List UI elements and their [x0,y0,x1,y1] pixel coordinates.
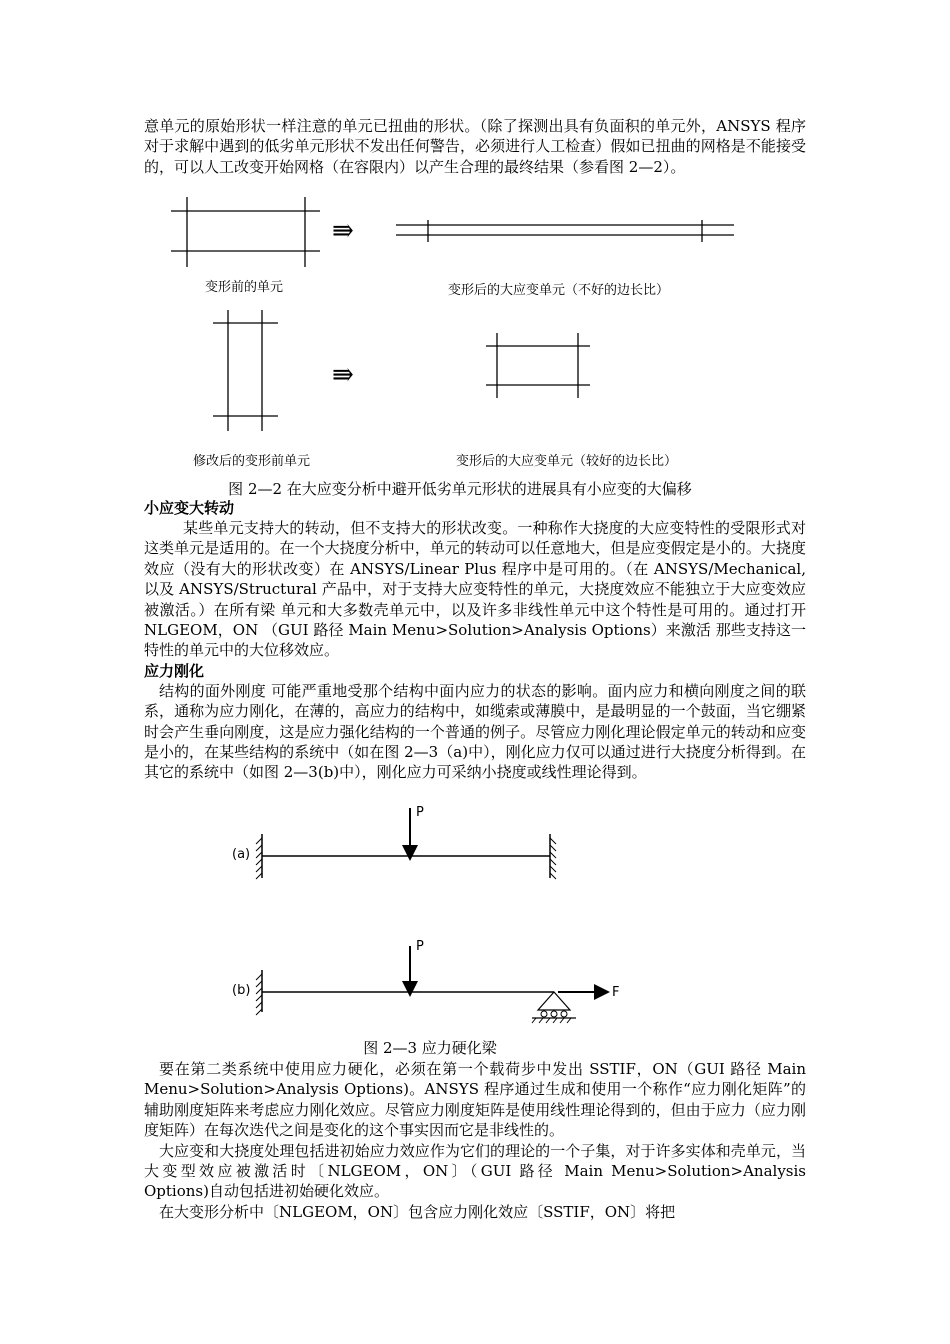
transform-arrow-bottom: ⇛ [332,360,354,390]
closing-block [144,1059,806,1222]
roller-wheel-2 [551,1011,557,1017]
roller-wheel-3 [561,1011,567,1017]
label-deformed-good: 变形后的大应变单元（较好的边长比） [456,454,678,469]
figure-2-3-drawing [220,798,640,1038]
label-a: (a) [232,847,251,862]
figure-2-3 [220,798,640,1062]
heading-small-strain: 小应变大转动 [144,499,235,517]
roller-ground-hatch [532,1018,571,1023]
beam-b [256,946,602,1023]
intro-block [144,116,806,177]
hatch-right-a [550,838,556,879]
last-paragraph: 在大变形分析中〔NLGEOM，ON〕包含应力刚化效应〔SSTIF，ON〕将把 [159,1202,676,1221]
roller-support [538,992,570,1010]
beam-a [256,808,556,879]
figure-2-2-caption: 图 2—2 在大应变分析中避开低劣单元形状的进展具有小应变的大偏移 [228,480,692,498]
stress-stiffening-paragraph: 结构的面外刚度 可能严重地受那个结构中面内应力的状态的影响。面内应力和横向刚度之间的联系，通称为应力刚化，在薄的，高应力的结构中，如缆索或薄膜中，是最明显的一个鼓面，当它绷紧时会产生垂向刚度，这是应力强化结构的一个普通的例子。尽管应力刚化理论假定单元的转动和应变是小的，在某些结构的系统中（如在图 2—3（a)中），刚化应力仅可以通过进行大挠度分析得到。在其它的系统中（如图 2—3(b)中），刚化应力可采纳小挠度或线性理论得到。 [144,681,806,782]
load-p-b: P [416,939,424,954]
large-strain-paragraph: 大应变和大挠度处理包括进初始应力效应作为它们的理论的一个子集，对于许多实体和壳单元，当大变型效应被激活时〔NLGEOM，ON〕（GUI 路径 Main Menu>Solution>Analysis Options)自动包括进初始硬化效应。 [144,1141,806,1201]
load-f: F [612,985,620,1000]
figure-2-2 [160,193,760,499]
section-small-strain [144,498,806,783]
roller-wheel-1 [541,1011,547,1017]
label-deformed-bad: 变形后的大应变单元（不好的边长比） [448,283,670,298]
undeformed-element-square [171,197,320,267]
hatch-left-a [256,838,262,879]
label-modified: 修改后的变形前单元 [193,454,311,469]
transform-arrow-top: ⇛ [332,216,354,246]
modified-element-tall [213,310,278,431]
label-b: (b) [232,983,251,998]
deformed-element-thin [396,220,734,242]
sstif-paragraph: 要在第二类系统中使用应力硬化，必须在第一个载荷步中发出 SSTIF，ON（GUI 路径 Main Menu>Solution>Analysis Options)。ANSYS 程序通过生成和使用一个称作“应力刚化矩阵”的辅助刚度矩阵来考虑应力刚化效应。尽管应力刚度矩阵是使用线性理论得到的，但由于应力（应力刚度矩阵）在每次迭代之间是变化的这个事实因而它是非线性的。 [144,1060,806,1140]
heading-stress-stiffening: 应力刚化 [144,661,205,680]
figure-2-3-caption: 图 2—3 应力硬化梁 [363,1039,497,1057]
label-undeformed: 变形前的单元 [205,280,284,295]
hatch-left-b [256,974,262,1015]
load-p-a: P [416,805,424,820]
intro-paragraph: 意单元的原始形状一样注意的单元已扭曲的形状。（除了探测出具有负面积的单元外，ANSYS 程序对于求解中遇到的低劣单元形状不发出任何警告，必须进行人工检查）假如已扭曲的网格是不能接受的，可以人工改变开始网格（在容限内）以产生合理的最终结果（参看图 2—2）。 [144,117,806,176]
small-strain-paragraph: 某些单元支持大的转动，但不支持大的形状改变。一种称作大挠度的大应变特性的受限形式对这类单元是适用的。在一个大挠度分析中，单元的转动可以任意地大，但是应变假定是小的。大挠度效应（没有大的形状改变）在 ANSYS/Linear Plus 程序中是可用的。（在 ANSYS/Mechanical,以及 ANSYS/Structural 产品中，对于支持大应变特性的单元，大挠度效应不能独立于大应变效应被激活。）在所有梁 单元和大多数壳单元中，以及许多非线性单元中这个特性是可用的。通过打开 NLGEOM，ON （GUI 路径 Main Menu>Solution>Analysis Options）来激活 那些支持这一特性的单元中的大位移效应。 [144,519,806,660]
deformed-element-good [486,333,590,398]
